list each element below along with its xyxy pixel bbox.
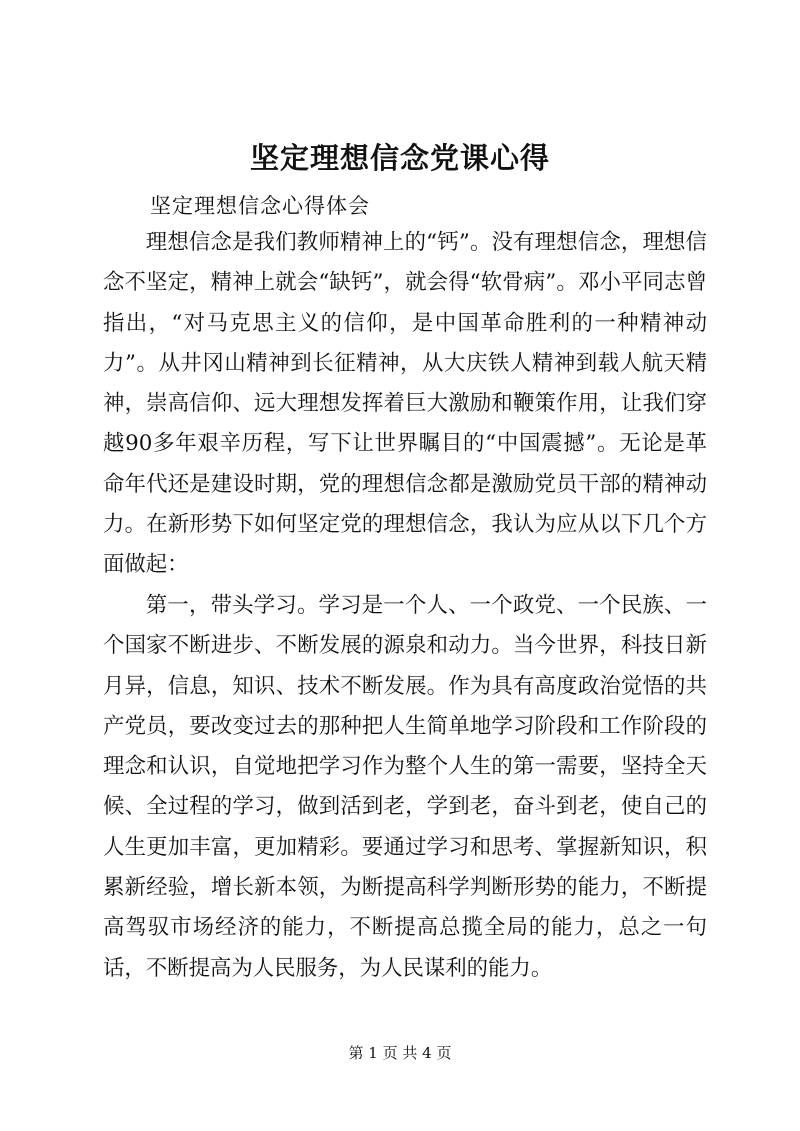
document-subtitle: 坚定理想信念心得体会 (150, 194, 370, 218)
body-paragraph: 理想信念是我们教师精神上的“钙”。没有理想信念，理想信念不坚定，精神上就会“缺钙”，就会得“软骨病”。邓小平同志曾指出，“对马克思主义的信仰，是中国革命胜利的一种精神动力”。从井冈山精神到长征精神，从大庆铁人精神到载人航天精神，崇高信仰、远大理想发挥着巨大激励和鞭策作用，让我们穿越90多年艰辛历程，写下让世界瞩目的“中国震撼”。无论是革命年代还是建设时期，党的理想信念都是激励党员干部的精神动力。在新形势下如何坚定党的理想信念，我认为应从以下几个方面做起： (103, 230, 707, 578)
document-title: 坚定理想信念党课心得 (249, 141, 550, 175)
body-paragraph: 第一，带头学习。学习是一个人、一个政党、一个民族、一个国家不断进步、不断发展的源泉和动力。当今世界，科技日新月异，信息，知识、技术不断发展。作为具有高度政治觉悟的共产党员，要改变过去的那种把人生简单地学习阶段和工作阶段的理念和认识，自觉地把学习作为整个人生的第一需要，坚持全天候、全过程的学习，做到活到老，学到老，奋斗到老，使自己的人生更加丰富，更加精彩。要通过学习和思考、掌握新知识，积累新经验，增长新本领，为断提高科学判断形势的能力，不断提高驾驭市场经济的能力，不断提高总揽全局的能力，总之一句话，不断提高为人民服务，为人民谋利的能力。 (103, 593, 707, 981)
page-footer: 第 1 页 共 4 页 (348, 1044, 452, 1062)
